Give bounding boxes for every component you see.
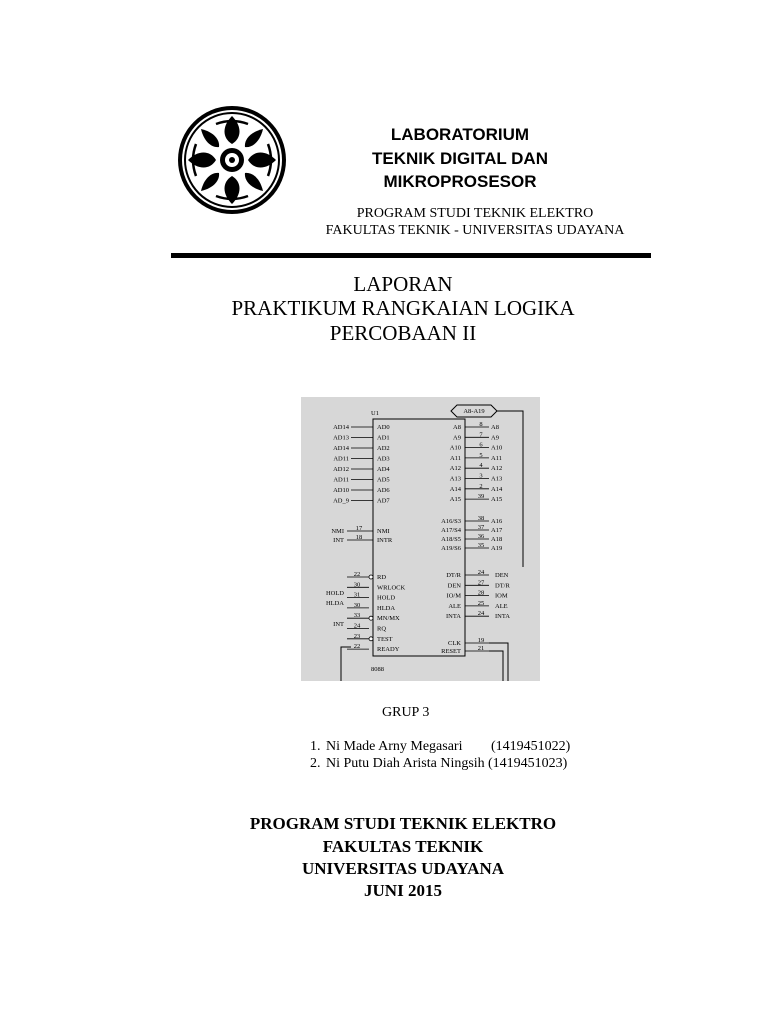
pin-number-right: 3: [479, 472, 483, 480]
member-row-2: [310, 755, 580, 773]
pin-number-right: 37: [477, 524, 485, 531]
pin-number-right: 8: [479, 421, 483, 428]
schematic-svg: [301, 397, 540, 681]
pin-label-left: HOLD: [377, 594, 396, 602]
net-label-right: DEN: [495, 572, 509, 579]
pin-label-left: AD7: [377, 497, 390, 505]
pin-label-right: A19/S6: [441, 545, 461, 552]
pin-label-left: RD: [377, 574, 387, 581]
pin-label-left: AD5: [377, 476, 390, 484]
member-id: (1419451022): [491, 739, 571, 754]
net-label-left: NMI: [331, 528, 344, 535]
net-label-right: A10: [491, 444, 503, 452]
member-row-1: [310, 738, 580, 756]
member-id: (1419451023): [488, 756, 568, 771]
net-label-left: AD_9: [333, 497, 349, 505]
bus-label: A8-A19: [463, 408, 485, 415]
net-label-right: A17: [491, 527, 503, 534]
pin-label-right: A17/S4: [441, 527, 461, 534]
pin-number-right: 5: [479, 451, 483, 459]
net-label-right: A16: [491, 518, 503, 525]
pin-label-right: CLK: [448, 640, 461, 647]
footer-university: UNIVERSITAS UDAYANA: [301, 859, 504, 878]
university-seal-logo: [176, 104, 288, 216]
pin-label-left: MN/MX: [377, 615, 400, 623]
report-title-line-2: PRAKTIKUM RANGKAIAN LOGIKA: [231, 296, 575, 320]
net-label-left: HLDA: [325, 600, 344, 607]
net-label-left: INT: [333, 537, 344, 544]
pin-number-left: 22: [353, 571, 361, 578]
footer-faculty: FAKULTAS TEKNIK: [322, 837, 484, 856]
clk-wire: [489, 643, 508, 681]
pin-number-left: 23: [353, 632, 361, 640]
pin-number-right: 25: [477, 599, 485, 607]
member-index: 2.: [310, 756, 321, 771]
net-label-right: ALE: [495, 602, 508, 610]
header-faculty: FAKULTAS TEKNIK - UNIVERSITAS UDAYANA: [325, 223, 625, 238]
pin-label-right: A18/S5: [441, 536, 461, 543]
lab-name-line-3: MIKROPROSESOR: [383, 172, 537, 191]
net-label-right: A9: [491, 434, 499, 442]
net-label-right: INTA: [495, 613, 511, 621]
pin-label-right: A9: [453, 434, 461, 442]
net-label-right: A15: [491, 496, 503, 504]
pin-number-left: 30: [353, 581, 361, 589]
lab-name-line-2: TEKNIK DIGITAL DAN: [372, 149, 548, 168]
net-label-left: HOLD: [325, 590, 344, 597]
pin-number-right: 24: [477, 610, 485, 618]
pin-label-right: DT/R: [446, 572, 461, 579]
net-label-right: A19: [491, 545, 503, 552]
pin-label-left: INTR: [377, 537, 393, 544]
pin-label-right: A16/S3: [441, 518, 461, 525]
net-label-right: A18: [491, 536, 503, 543]
pin-label-left: HLDA: [377, 604, 396, 612]
chip-name: U1: [371, 410, 379, 417]
net-label-left: AD13: [333, 434, 349, 442]
pin-label-right: A11: [450, 454, 461, 462]
pin-label-right: INTA: [445, 613, 461, 621]
net-label-left: AD14: [333, 424, 349, 431]
report-title-line-1: LAPORAN: [353, 272, 453, 296]
pin-label-left: RQ: [377, 625, 387, 633]
net-label-left: AD11: [333, 455, 349, 463]
pin-label-right: A8: [453, 424, 461, 431]
pin-number-right: 39: [477, 493, 485, 501]
footer-program: PROGRAM STUDI TEKNIK ELEKTRO: [249, 814, 557, 833]
net-label-right: A14: [491, 485, 503, 493]
net-label-left: INT: [333, 621, 344, 628]
inversion-bubble: [369, 637, 373, 641]
pin-number-right: 27: [477, 579, 485, 587]
pin-label-left: AD4: [377, 466, 390, 473]
member-index: 1.: [310, 739, 321, 754]
pin-label-right: A13: [449, 475, 461, 483]
net-label-right: A8: [491, 424, 499, 431]
report-title-line-3: PERCOBAAN II: [329, 321, 477, 345]
member-name: Ni Made Arny Megasari: [326, 739, 463, 754]
pin-label-left: WRLOCK: [377, 584, 406, 592]
net-label-right: A12: [491, 465, 503, 473]
pin-number-left: 33: [353, 612, 361, 620]
net-label-right: IOM: [495, 592, 508, 600]
header-divider: [171, 253, 651, 258]
pin-label-left: NMI: [377, 528, 390, 535]
net-label-left: AD11: [333, 476, 349, 484]
lab-name-line-1: LABORATORIUM: [390, 125, 530, 144]
pin-label-left: AD3: [377, 455, 390, 463]
pin-number-right: 4: [479, 462, 483, 470]
pin-number-right: 24: [477, 569, 485, 576]
pin-number-left: 18: [355, 534, 363, 541]
pin-label-left: READY: [377, 646, 400, 654]
pin-label-right: A15: [449, 496, 461, 504]
pin-label-right: RESET: [441, 648, 461, 655]
pin-number-right: 36: [477, 533, 485, 540]
pin-number-right: 28: [477, 589, 485, 597]
pin-label-right: DEN: [447, 582, 461, 590]
pin-number-right: 2: [479, 482, 483, 490]
pin-label-left: AD0: [377, 424, 390, 431]
pin-label-right: A10: [449, 444, 461, 452]
net-label-right: DT/R: [495, 582, 510, 590]
net-label-right: A11: [491, 454, 502, 462]
header-program: PROGRAM STUDI TEKNIK ELEKTRO: [356, 206, 594, 221]
pin-label-left: AD2: [377, 445, 390, 452]
chip-part-number: 8088: [371, 666, 384, 673]
net-label-left: AD12: [333, 466, 349, 473]
inversion-bubble: [369, 616, 373, 620]
pin-number-right: 35: [477, 542, 485, 549]
net-label-left: AD10: [333, 487, 349, 494]
pin-number-right: 21: [477, 645, 485, 652]
pin-number-left: 31: [353, 591, 361, 599]
member-name: Ni Putu Diah Arista Ningsih: [326, 756, 485, 771]
net-label-left: AD14: [333, 445, 349, 452]
pin-number-left: 22: [353, 643, 361, 651]
group-label: GRUP 3: [382, 705, 430, 720]
pin-label-right: IO/M: [446, 592, 461, 600]
schematic-figure: [301, 397, 540, 681]
pin-number-right: 38: [477, 515, 485, 522]
pin-label-right: A12: [449, 465, 461, 473]
pin-label-right: A14: [449, 485, 461, 493]
net-label-right: A13: [491, 475, 503, 483]
reset-wire: [489, 651, 503, 681]
pin-label-left: TEST: [377, 635, 393, 643]
pin-number-left: 24: [353, 622, 361, 630]
pin-number-left: 17: [355, 525, 363, 532]
pin-label-left: AD6: [377, 487, 390, 494]
pin-number-right: 6: [479, 441, 483, 449]
pin-number-left: 30: [353, 601, 361, 609]
pin-label-left: AD1: [377, 434, 390, 442]
pin-number-right: 19: [477, 637, 485, 644]
pin-label-right: ALE: [448, 602, 461, 610]
pin-number-right: 7: [479, 431, 483, 439]
inversion-bubble: [369, 575, 373, 579]
ready-wire: [341, 647, 351, 681]
footer-date: JUNI 2015: [364, 881, 442, 900]
